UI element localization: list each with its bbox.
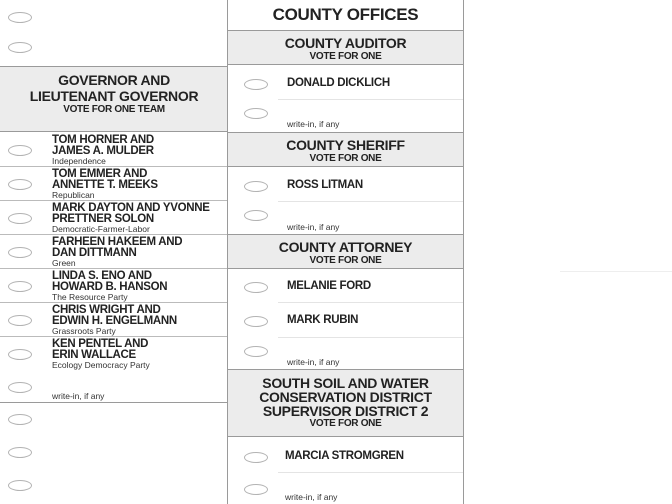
- row-divider: [278, 472, 463, 473]
- governor-contest-title: GOVERNOR AND LIEUTENANT GOVERNOR: [29, 72, 199, 104]
- write-in-oval[interactable]: [244, 108, 268, 119]
- row-divider: [278, 302, 463, 303]
- top-ballot-oval[interactable]: [8, 12, 32, 23]
- blank-oval[interactable]: [8, 447, 32, 458]
- attorney-title: COUNTY ATTORNEY: [278, 239, 413, 255]
- soil-water-header-rule: [228, 436, 463, 437]
- candidate-name: CHRIS WRIGHT AND EDWIN H. ENGELMANN: [52, 304, 177, 327]
- soil-water-header: [236, 376, 455, 430]
- blank-oval[interactable]: [8, 480, 32, 491]
- governor-contest-instruction: VOTE FOR ONE TEAM: [63, 104, 165, 115]
- row-divider: [278, 99, 463, 100]
- row-divider: [0, 200, 227, 201]
- write-in-oval[interactable]: [244, 346, 268, 357]
- scan-artifact-line: [560, 271, 672, 272]
- county-offices-title: COUNTY OFFICES: [272, 5, 419, 24]
- sheriff-instruction: VOTE FOR ONE: [309, 153, 382, 164]
- candidate-name: MARK DAYTON AND YVONNE PRETTNER SOLON: [52, 202, 210, 225]
- auditor-instruction: VOTE FOR ONE: [309, 51, 382, 62]
- vote-oval[interactable]: [244, 282, 268, 293]
- write-in-label: write-in, if any: [287, 119, 340, 129]
- write-in-label: write-in, if any: [52, 391, 105, 401]
- candidate-party: Republican: [52, 190, 95, 200]
- vote-oval[interactable]: [8, 213, 32, 224]
- auditor-header: [228, 36, 463, 63]
- candidate-name: TOM EMMER AND ANNETTE T. MEEKS: [52, 168, 158, 191]
- candidate-party: Ecology Democracy Party: [52, 360, 150, 370]
- candidate-name: KEN PENTEL AND ERIN WALLACE: [52, 338, 149, 361]
- governor-header-top-rule: [0, 66, 227, 67]
- governor-contest-column: [0, 0, 228, 504]
- auditor-header-rule: [228, 64, 463, 65]
- write-in-oval[interactable]: [244, 210, 268, 221]
- candidate-name: FARHEEN HAKEEM AND DAN DITTMANN: [52, 236, 183, 259]
- soil-water-instruction: VOTE FOR ONE: [309, 418, 382, 429]
- candidate-name: TOM HORNER AND JAMES A. MULDER: [52, 134, 154, 157]
- section-title: [228, 5, 463, 25]
- sheriff-header-rule: [228, 166, 463, 167]
- attorney-header: [228, 240, 463, 267]
- attorney-instruction: VOTE FOR ONE: [309, 255, 382, 266]
- row-divider: [0, 268, 227, 269]
- write-in-label: write-in, if any: [287, 222, 340, 232]
- sheriff-header: [228, 138, 463, 165]
- row-divider: [0, 166, 227, 167]
- candidate-party: Democratic-Farmer-Labor: [52, 224, 150, 234]
- vote-oval[interactable]: [244, 316, 268, 327]
- vote-oval[interactable]: [8, 179, 32, 190]
- vote-oval[interactable]: [244, 79, 268, 90]
- vote-oval[interactable]: [8, 349, 32, 360]
- candidate-name: MARK RUBIN: [287, 314, 359, 326]
- candidate-name: DONALD DICKLICH: [287, 77, 390, 89]
- row-divider: [278, 337, 463, 338]
- vote-oval[interactable]: [244, 181, 268, 192]
- right-column-divider: [463, 0, 464, 504]
- soil-water-title: SOUTH SOIL AND WATER CONSERVATION DISTRICT SUPERVISOR DISTRICT 2: [259, 375, 432, 419]
- candidate-name: ROSS LITMAN: [287, 179, 363, 191]
- vote-oval[interactable]: [244, 452, 268, 463]
- auditor-title: COUNTY AUDITOR: [284, 35, 407, 51]
- row-divider: [0, 302, 227, 303]
- write-in-label: write-in, if any: [287, 357, 340, 367]
- attorney-header-rule: [228, 268, 463, 269]
- row-divider: [278, 201, 463, 202]
- row-divider: [0, 336, 227, 337]
- vote-oval[interactable]: [8, 281, 32, 292]
- candidate-party: Grassroots Party: [52, 326, 116, 336]
- candidate-name: LINDA S. ENO AND HOWARD B. HANSON: [52, 270, 168, 293]
- candidate-party: Green: [52, 258, 76, 268]
- candidate-name: MARCIA STROMGREN: [285, 450, 404, 462]
- write-in-oval[interactable]: [244, 484, 268, 495]
- governor-header-bottom-rule: [0, 131, 227, 132]
- vote-oval[interactable]: [8, 145, 32, 156]
- candidate-party: The Resource Party: [52, 292, 128, 302]
- row-divider: [0, 234, 227, 235]
- county-offices-column: [228, 0, 463, 504]
- sheriff-title: COUNTY SHERIFF: [286, 137, 405, 153]
- top-ballot-oval-2[interactable]: [8, 42, 32, 53]
- write-in-label: write-in, if any: [285, 492, 338, 502]
- write-in-line: [0, 402, 227, 403]
- vote-oval[interactable]: [8, 315, 32, 326]
- blank-oval[interactable]: [8, 414, 32, 425]
- governor-contest-header: [4, 72, 224, 116]
- candidate-party: Independence: [52, 156, 106, 166]
- write-in-oval[interactable]: [8, 382, 32, 393]
- vote-oval[interactable]: [8, 247, 32, 258]
- candidate-name: MELANIE FORD: [287, 280, 371, 292]
